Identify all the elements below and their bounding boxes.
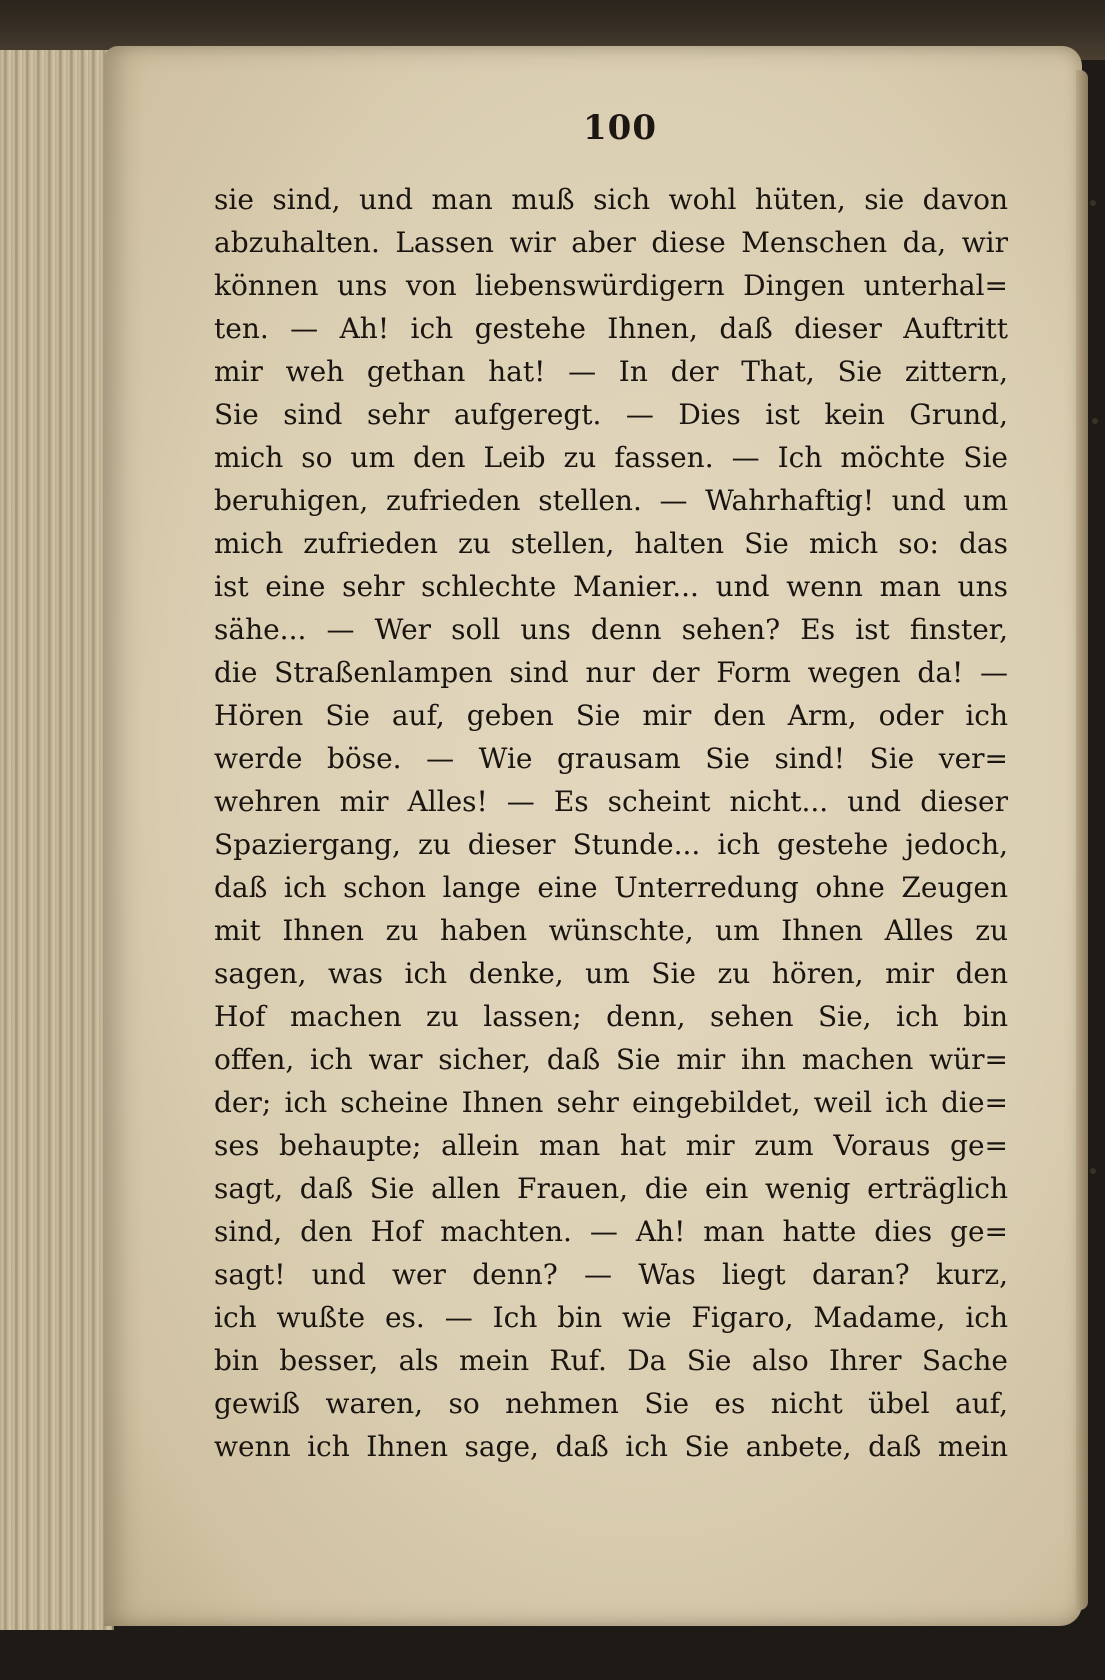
text-line: wehren mir Alles! — Es scheint nicht... und dieser	[214, 785, 1008, 818]
text-line: mich so um den Leib zu fassen. — Ich möchte Sie	[214, 441, 1008, 474]
text-line: Hof machen zu lassen; denn, sehen Sie, ich bin	[214, 1000, 1008, 1033]
text-line: Sie sind sehr aufgeregt. — Dies ist kein Grund,	[214, 398, 1008, 431]
text-line: ich wußte es. — Ich bin wie Figaro, Madame, ich	[214, 1301, 1008, 1334]
text-line: der; ich scheine Ihnen sehr eingebildet, weil ich die=	[214, 1086, 1008, 1119]
text-line: gewiß waren, so nehmen Sie es nicht übel auf,	[214, 1387, 1008, 1420]
text-line: ten. — Ah! ich gestehe Ihnen, daß dieser Auftritt	[214, 312, 1008, 345]
text-line: ses behaupte; allein man hat mir zum Voraus ge=	[214, 1129, 1008, 1162]
margin-speck	[1090, 200, 1096, 206]
text-line: Spaziergang, zu dieser Stunde... ich gestehe jedoch,	[214, 828, 1008, 861]
text-line: können uns von liebenswürdigern Dingen unterhal=	[214, 269, 1008, 302]
margin-speck	[1090, 1168, 1096, 1174]
page-stack-left	[0, 50, 114, 1630]
text-line: daß ich schon lange eine Unterredung ohne Zeugen	[214, 871, 1008, 904]
text-line: werde böse. — Wie grausam Sie sind! Sie ver=	[214, 742, 1008, 775]
margin-speck	[1092, 418, 1098, 424]
text-line: sähe... — Wer soll uns denn sehen? Es ist finster,	[214, 613, 1008, 646]
text-line: mir weh gethan hat! — In der That, Sie zittern,	[214, 355, 1008, 388]
text-line: sie sind, und man muß sich wohl hüten, sie davon	[214, 183, 1008, 216]
text-line: sind, den Hof machten. — Ah! man hatte dies ge=	[214, 1215, 1008, 1248]
text-line: sagt! und wer denn? — Was liegt daran? kurz,	[214, 1258, 1008, 1291]
text-line: mich zufrieden zu stellen, halten Sie mich so: das	[214, 527, 1008, 560]
text-line: die Straßenlampen sind nur der Form wegen da! —	[214, 656, 1008, 689]
text-line: abzuhalten. Lassen wir aber diese Menschen da, wir	[214, 226, 1008, 259]
text-line: mit Ihnen zu haben wünschte, um Ihnen Alles zu	[214, 914, 1008, 947]
page-text	[214, 178, 1008, 1468]
text-line: Hören Sie auf, geben Sie mir den Arm, oder ich	[214, 699, 1008, 732]
page-number: 100	[583, 108, 657, 148]
page-right-edge	[1076, 70, 1088, 1610]
text-line: sagen, was ich denke, um Sie zu hören, mir den	[214, 957, 1008, 990]
text-line: wenn ich Ihnen sage, daß ich Sie anbete, daß mein	[214, 1430, 1008, 1463]
text-line: beruhigen, zufrieden stellen. — Wahrhaftig! und um	[214, 484, 1008, 517]
text-line: sagt, daß Sie allen Frauen, die ein wenig erträglich	[214, 1172, 1008, 1205]
text-line: offen, ich war sicher, daß Sie mir ihn machen wür=	[214, 1043, 1008, 1076]
text-line: bin besser, als mein Ruf. Da Sie also Ihrer Sache	[214, 1344, 1008, 1377]
text-line: ist eine sehr schlechte Manier... und wenn man uns	[214, 570, 1008, 603]
